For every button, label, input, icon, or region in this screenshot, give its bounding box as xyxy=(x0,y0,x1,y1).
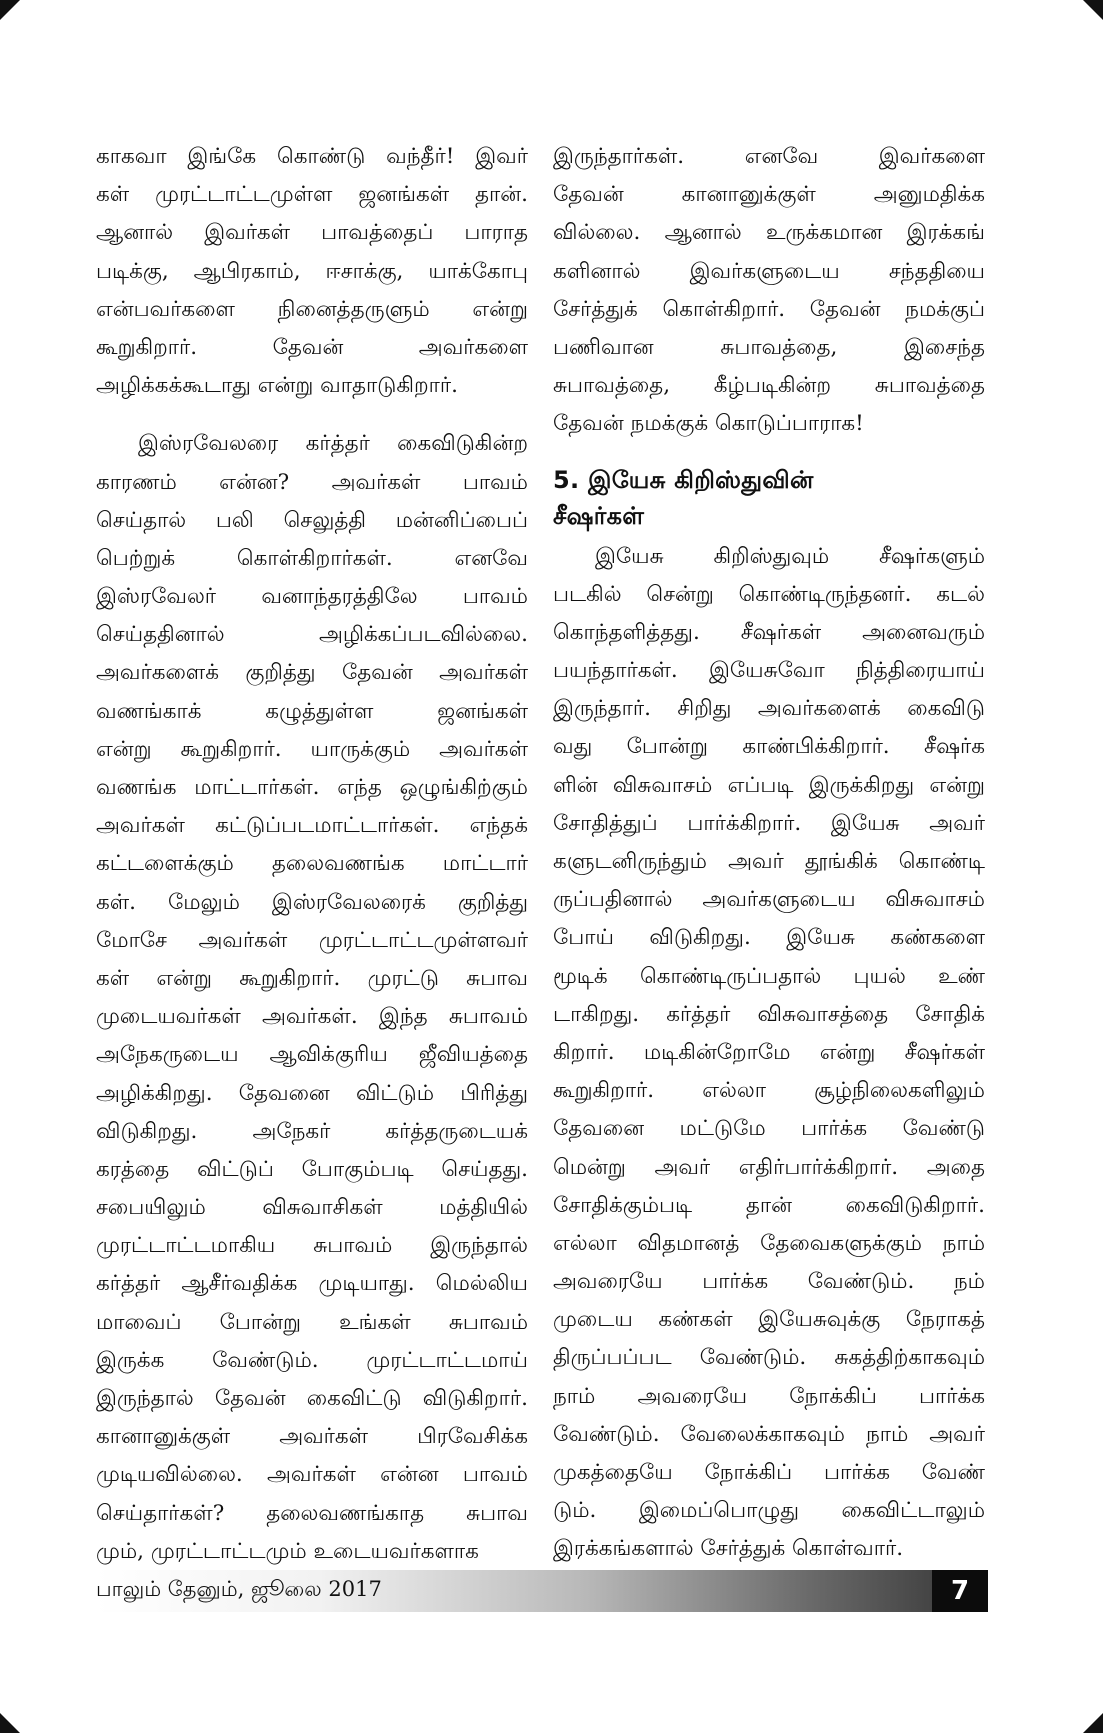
text-line: மாவைப் போன்று உங்கள் சுபாவம் xyxy=(96,1309,528,1335)
text-line: கூறுகிறார். எல்லா சூழ்நிலைகளிலும் xyxy=(553,1078,985,1104)
text-line: நாம் அவரையே நோக்கிப் பார்க்க xyxy=(553,1383,985,1409)
text-line: கள். மேலும் இஸ்ரவேலரைக் குறித்து xyxy=(96,889,528,915)
text-line: எல்லா விதமானத் தேவைகளுக்கும் நாம் xyxy=(553,1230,985,1256)
text-line: முடைய கண்கள் இயேசுவுக்கு நேராகத் xyxy=(553,1307,985,1333)
text-line: முரட்டாட்டமாகிய சுபாவம் இருந்தால் xyxy=(96,1233,528,1259)
paragraph xyxy=(96,425,528,1571)
text-line: மோசே அவர்கள் முரட்டாட்டமுள்ளவர் xyxy=(96,927,528,953)
text-line: திருப்பப்பட வேண்டும். சுகத்திற்காகவும் xyxy=(553,1345,985,1371)
text-line: காகவா இங்கே கொண்டு வந்தீர்! இவர் xyxy=(96,144,528,169)
text-line: இருக்க வேண்டும். முரட்டாட்டமாய் xyxy=(96,1347,528,1373)
text-line: சேர்த்துக் கொள்கிறார். தேவன் நமக்குப் xyxy=(553,296,985,322)
text-line: பெற்றுக் கொள்கிறார்கள். எனவே xyxy=(96,545,528,571)
text-line: சோதித்துப் பார்க்கிறார். இயேசு அவர் xyxy=(553,810,985,836)
text-line: கர்த்தர் ஆசீர்வதிக்க முடியாது. மெல்லிய xyxy=(96,1271,528,1297)
text-line: செய்ததினால் அழிக்கப்படவில்லை. xyxy=(96,622,528,648)
section-heading xyxy=(553,462,985,534)
text-line: களினால் இவர்களுடைய சந்ததியை xyxy=(553,258,985,284)
text-line: கரத்தை விட்டுப் போகும்படி செய்தது. xyxy=(96,1156,528,1182)
text-line: மும், முரட்டாட்டமும் உடையவர்களாக xyxy=(96,1538,479,1564)
paragraph xyxy=(553,138,985,444)
text-line: சபையிலும் விசுவாசிகள் மத்தியில் xyxy=(96,1195,528,1221)
text-line: மூடிக் கொண்டிருப்பதால் புயல் உண் xyxy=(553,963,985,989)
text-line: படகில் சென்று கொண்டிருந்தனர். கடல் xyxy=(553,581,985,607)
text-line: வணங்க மாட்டார்கள். எந்த ஒழுங்கிற்கும் xyxy=(96,775,528,800)
text-line: இயேசு கிறிஸ்துவும் சீஷர்களும் xyxy=(595,543,985,569)
text-line: விடுகிறது. அநேகர் கர்த்தருடையக் xyxy=(96,1118,528,1144)
text-line: தேவனை மட்டுமே பார்க்க வேண்டு xyxy=(553,1116,985,1142)
text-line: டும். இமைப்பொழுது கைவிட்டாலும் xyxy=(553,1498,985,1524)
text-line: இருந்தால் தேவன் கைவிட்டு விடுகிறார். xyxy=(96,1386,528,1411)
text-line: டாகிறது. கர்த்தர் விசுவாசத்தை சோதிக் xyxy=(553,1001,985,1027)
text-line: செய்தால் பலி செலுத்தி மன்னிப்பைப் xyxy=(96,507,528,533)
text-line: கானானுக்குள் அவர்கள் பிரவேசிக்க xyxy=(96,1424,528,1450)
text-line: என்று கூறுகிறார். யாருக்கும் அவர்கள் xyxy=(96,736,528,762)
text-line: அவர்களைக் குறித்து தேவன் அவர்கள் xyxy=(96,660,528,686)
text-line: வேண்டும். வேலைக்காகவும் நாம் அவர் xyxy=(553,1421,985,1447)
text-line: தேவன் நமக்குக் கொடுப்பாராக! xyxy=(553,411,864,437)
page-number: 7 xyxy=(932,1570,988,1612)
text-line: வது போன்று காண்பிக்கிறார். சீஷர்க xyxy=(553,734,985,760)
text-line: இரக்கங்களால் சேர்த்துக் கொள்வார். xyxy=(553,1536,904,1562)
text-line: வில்லை. ஆனால் உருக்கமான இரக்கங் xyxy=(553,220,985,246)
text-line: தேவன் கானானுக்குள் அனுமதிக்க xyxy=(553,182,985,208)
text-line: பயந்தார்கள். இயேசுவோ நித்திரையாய் xyxy=(553,658,985,684)
corner-mark-bottom-right xyxy=(1083,1713,1103,1733)
section-heading-line: சீஷர்கள் xyxy=(553,501,645,530)
text-line: கள் முரட்டாட்டமுள்ள ஜனங்கள் தான். xyxy=(96,182,528,208)
text-line: அவரையே பார்க்க வேண்டும். நம் xyxy=(553,1269,985,1295)
text-line: ளின் விசுவாசம் எப்படி இருக்கிறது என்று xyxy=(553,772,985,798)
text-line: அநேகருடைய ஆவிக்குரிய ஜீவியத்தை xyxy=(96,1042,528,1068)
text-line: முடையவர்கள் அவர்கள். இந்த சுபாவம் xyxy=(96,1004,528,1030)
left-column xyxy=(96,138,528,1571)
text-line: கட்டளைக்கும் தலைவணங்க மாட்டார் xyxy=(96,851,528,877)
text-line: கிறார். மடிகின்றோமே என்று சீஷர்கள் xyxy=(553,1039,985,1065)
text-line: ஆனால் இவர்கள் பாவத்தைப் பாராத xyxy=(96,220,528,246)
text-line: சோதிக்கும்படி தான் கைவிடுகிறார். xyxy=(553,1192,985,1218)
section-heading-line: 5. இயேசு கிறிஸ்துவின் xyxy=(553,465,814,494)
footer-title: பாலும் தேனும், ஜூலை 2017 xyxy=(96,1577,382,1601)
text-line: கூறுகிறார். தேவன் அவர்களை xyxy=(96,334,528,360)
text-line: களுடனிருந்தும் அவர் தூங்கிக் கொண்டி xyxy=(553,849,985,874)
text-line: இஸ்ரவேலர் வனாந்தரத்திலே பாவம் xyxy=(96,584,528,610)
text-line: இருந்தார். சிறிது அவர்களைக் கைவிடு xyxy=(553,696,985,722)
text-line: பணிவான சுபாவத்தை, இசைந்த xyxy=(553,334,985,360)
corner-mark-bottom-left xyxy=(0,1713,20,1733)
paragraph xyxy=(553,538,985,1569)
text-line: சுபாவத்தை, கீழ்படிகின்ற சுபாவத்தை xyxy=(553,373,985,399)
text-line: படிக்கு, ஆபிரகாம், ஈசாக்கு, யாக்கோபு xyxy=(96,258,528,284)
text-line: போய் விடுகிறது. இயேசு கண்களை xyxy=(553,925,985,951)
right-column xyxy=(553,138,985,1569)
text-line: முடியவில்லை. அவர்கள் என்ன பாவம் xyxy=(96,1462,528,1488)
text-line: அழிக்கிறது. தேவனை விட்டும் பிரித்து xyxy=(96,1080,528,1106)
text-line: அவர்கள் கட்டுப்படமாட்டார்கள். எந்தக் xyxy=(96,813,528,839)
text-line: செய்தார்கள்? தலைவணங்காத சுபாவ xyxy=(96,1500,528,1526)
text-line: அழிக்கக்கூடாது என்று வாதாடுகிறார். xyxy=(96,373,458,399)
text-line: முகத்தையே நோக்கிப் பார்க்க வேண் xyxy=(553,1460,985,1485)
corner-mark-top-right xyxy=(1083,0,1103,20)
text-line: கொந்தளித்தது. சீஷர்கள் அனைவரும் xyxy=(553,619,985,645)
text-line: காரணம் என்ன? அவர்கள் பாவம் xyxy=(96,469,528,495)
corner-mark-top-left xyxy=(0,0,20,20)
text-line: இஸ்ரவேலரை கர்த்தர் கைவிடுகின்ற xyxy=(138,431,528,457)
text-line: மென்று அவர் எதிர்பார்க்கிறார். அதை xyxy=(553,1154,985,1180)
text-line: இருந்தார்கள். எனவே இவர்களை xyxy=(553,144,985,169)
text-line: கள் என்று கூறுகிறார். முரட்டு சுபாவ xyxy=(96,965,528,991)
text-line: ருப்பதினால் அவர்களுடைய விசுவாசம் xyxy=(553,887,985,913)
paragraph xyxy=(96,138,528,405)
text-line: என்பவர்களை நினைத்தருளும் என்று xyxy=(96,296,528,322)
footer-bar xyxy=(96,1570,988,1612)
text-line: வணங்காக் கழுத்துள்ள ஜனங்கள் xyxy=(96,698,528,724)
